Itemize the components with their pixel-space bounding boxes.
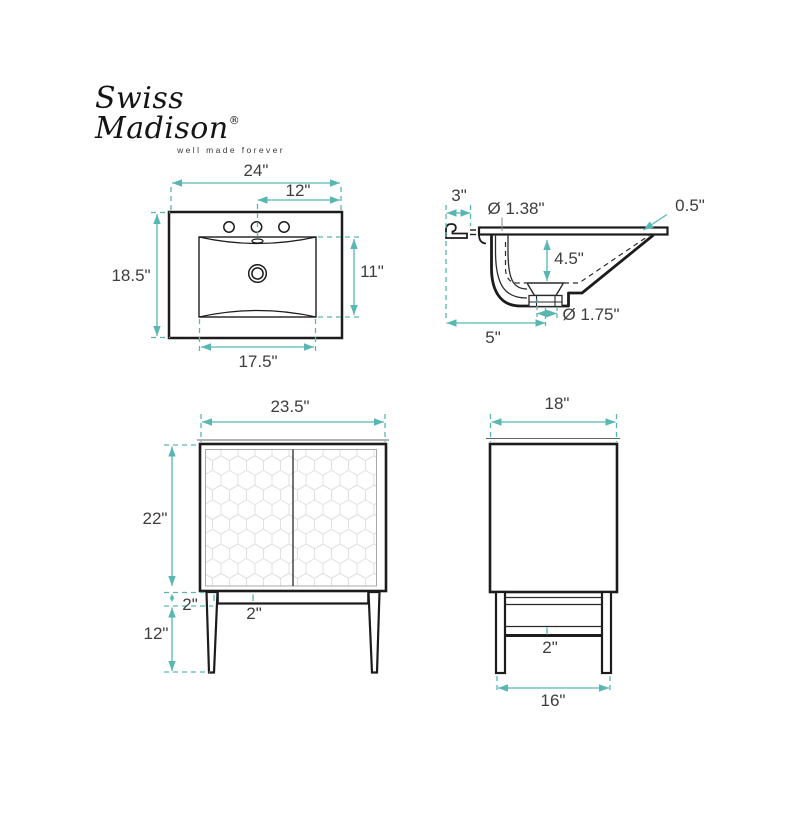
sink-top-view-drawing [151, 183, 360, 352]
dim-cabinet-height: 22" [142, 509, 168, 528]
break-dashes [470, 230, 476, 235]
overflow-slot [252, 239, 263, 243]
doors-hex-panel [206, 450, 377, 587]
dim-apron-gap: 2" [182, 595, 198, 614]
overflow-and-pipe [496, 235, 528, 299]
front-lip [479, 235, 486, 244]
brand-name-text: Swiss Madison [95, 81, 229, 146]
dim-vanity-depth: 18" [544, 394, 570, 413]
side-leg-front [496, 592, 505, 673]
registered-mark: ® [228, 114, 240, 127]
dim-leg-span: 16" [540, 691, 566, 710]
basin-shell [492, 235, 654, 307]
dim-vanity-width: 23.5" [270, 397, 310, 416]
dim-backsplash-depth: 3" [451, 186, 467, 205]
faucet-hole-left [224, 222, 234, 232]
dim-overflow-diameter: Ø 1.38" [487, 199, 545, 218]
dim-faucet-span: 12" [285, 181, 311, 200]
backsplash-profile [446, 224, 467, 238]
countertop-section [479, 228, 668, 235]
dim-sink-width: 24" [243, 161, 269, 180]
faucet-hole-center [251, 222, 261, 232]
dim-drain-diameter: Ø 1.75" [562, 305, 620, 324]
brand-tagline: well made forever [177, 145, 285, 155]
drain-inner-circle [252, 268, 263, 279]
vanity-front-drawing [164, 414, 389, 673]
side-rails [505, 598, 602, 627]
dim-rim-thickness: 0.5" [675, 196, 705, 215]
cabinet-side [490, 444, 617, 592]
dim-basin-depth: 11" [360, 262, 384, 281]
dim-apron-height: 2" [246, 604, 262, 623]
front-leg-left [207, 592, 218, 673]
dim-sink-depth: 18.5" [111, 266, 151, 285]
dim-basin-width: 17.5" [238, 352, 278, 371]
drain-assembly [527, 283, 564, 307]
faucet-hole-right [279, 222, 289, 232]
dim-drain-offset: 5" [485, 328, 501, 347]
front-leg-right [369, 592, 380, 673]
dim-stretcher-height: 2" [542, 638, 558, 657]
dim-bowl-depth: 4.5" [554, 249, 584, 268]
dim-leg-height: 12" [143, 624, 169, 643]
side-leg-back [602, 592, 611, 673]
